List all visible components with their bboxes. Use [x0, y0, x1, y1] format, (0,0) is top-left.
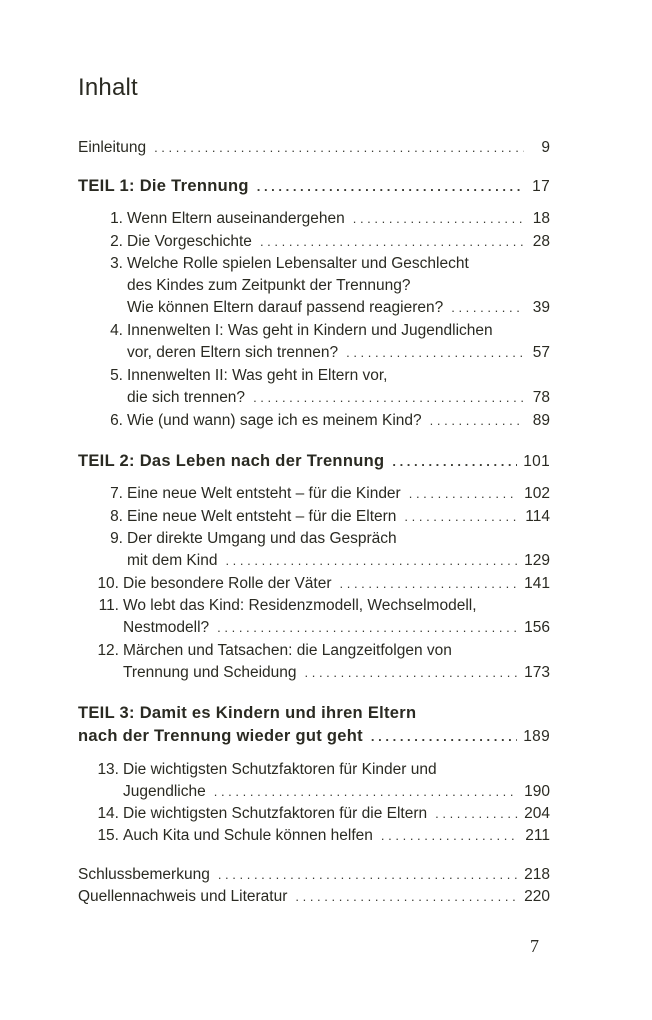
leader-dots	[217, 617, 518, 639]
chapter-number: 9.	[110, 530, 123, 547]
chapter-title: Innenwelten II: Was geht in Eltern vor,	[127, 367, 388, 384]
leader-dots	[392, 451, 517, 473]
toc-page-number: 18	[532, 210, 550, 227]
chapter-number: 13.	[97, 761, 119, 778]
chapter-title-continued: Trennung und Scheidung	[123, 664, 297, 681]
leader-dots	[295, 886, 518, 908]
chapter-title-continued: vor, deren Eltern sich trennen?	[127, 344, 339, 361]
toc-part-label: TEIL 3: Damit es Kindern und ihren Eltern	[78, 704, 417, 722]
chapter-number: 11.	[98, 597, 119, 614]
leader-dots	[409, 483, 518, 505]
toc-page-number: 204	[524, 805, 550, 822]
chapter-title-continued: mit dem Kind	[127, 552, 218, 569]
toc-page-number: 129	[524, 552, 550, 569]
toc-chapter-12[interactable]	[92, 640, 550, 684]
leader-dots	[435, 803, 518, 825]
toc-chapter-1[interactable]	[100, 208, 550, 230]
chapter-title: Der direkte Umgang und das Gespräch	[127, 530, 397, 547]
toc-page-number: 89	[532, 412, 550, 429]
toc-part-2[interactable]	[78, 450, 550, 473]
chapter-title: Eine neue Welt entsteht – für die Eltern	[127, 508, 397, 525]
chapter-number: 15.	[97, 827, 119, 844]
toc-page-number: 141	[524, 575, 550, 592]
leader-dots	[430, 410, 524, 432]
chapter-number: 1.	[110, 210, 123, 227]
toc-chapter-11[interactable]	[92, 595, 550, 639]
toc-page-number: 28	[532, 233, 550, 250]
toc-chapter-5[interactable]	[100, 365, 550, 409]
toc-chapter-8[interactable]	[100, 506, 550, 528]
toc-entry-schlussbemerkung[interactable]	[78, 864, 550, 886]
chapter-title: Wie (und wann) sage ich es meinem Kind?	[127, 412, 422, 429]
page-folio-number: 7	[530, 936, 539, 956]
toc-page-number: 211	[525, 827, 550, 844]
chapter-title: Märchen und Tatsachen: die Langzeitfolgen von	[123, 642, 452, 659]
toc-page-number: 102	[524, 485, 550, 502]
toc-part-label-continued: nach der Trennung wieder gut geht	[78, 727, 363, 745]
toc-chapter-4[interactable]	[100, 320, 550, 364]
toc-page-number: 17	[532, 178, 550, 195]
chapter-title: Eine neue Welt entsteht – für die Kinder	[127, 485, 401, 502]
chapter-number: 10.	[97, 575, 119, 592]
toc-entry-quellennachweis[interactable]	[78, 886, 550, 908]
chapter-number: 7.	[110, 485, 123, 502]
chapter-title: Auch Kita und Schule können helfen	[123, 827, 373, 844]
chapter-title-continued: Nestmodell?	[123, 619, 210, 636]
leader-dots	[404, 506, 519, 528]
toc-page-number: 57	[532, 344, 550, 361]
toc-chapter-13[interactable]	[92, 759, 550, 803]
toc-page-number: 101	[523, 453, 550, 470]
chapter-number: 6.	[110, 412, 123, 429]
toc-page-number: 173	[524, 664, 550, 681]
leader-dots	[346, 342, 524, 364]
toc-page-number: 78	[532, 389, 550, 406]
chapter-number: 14.	[97, 805, 119, 822]
chapter-title: Die Vorgeschichte	[127, 233, 252, 250]
toc-part-3[interactable]	[78, 702, 550, 748]
leader-dots	[257, 176, 524, 198]
toc-chapter-9[interactable]	[100, 528, 550, 572]
toc-chapter-10[interactable]	[92, 573, 550, 595]
toc-page-number: 39	[532, 299, 550, 316]
leader-dots	[225, 550, 518, 572]
chapter-number: 2.	[110, 233, 123, 250]
toc-chapter-14[interactable]	[92, 803, 550, 825]
toc-entry-label: Quellennachweis und Literatur	[78, 888, 288, 905]
toc-part-label: TEIL 2: Das Leben nach der Trennung	[78, 452, 385, 470]
leader-dots	[305, 662, 519, 684]
toc-chapter-15[interactable]	[92, 825, 550, 847]
leader-dots	[371, 726, 517, 748]
chapter-number: 5.	[110, 367, 123, 384]
chapter-title: Innenwelten I: Was geht in Kindern und Jugendlichen	[127, 322, 493, 339]
chapter-number: 12.	[97, 642, 119, 659]
chapter-title: Die besondere Rolle der Väter	[123, 575, 332, 592]
toc-part-label: TEIL 1: Die Trennung	[78, 177, 249, 195]
toc-page-number: 218	[524, 866, 550, 883]
toc-page-number: 114	[525, 508, 550, 525]
chapter-title: Die wichtigsten Schutzfaktoren für Kinder und	[123, 761, 437, 778]
leader-dots	[214, 781, 518, 803]
leader-dots	[154, 137, 524, 159]
toc-entry-label: Schlussbemerkung	[78, 866, 210, 883]
toc-chapter-6[interactable]	[100, 410, 550, 432]
page-title: Inhalt	[78, 74, 138, 101]
chapter-number: 3.	[110, 255, 123, 272]
leader-dots	[253, 387, 524, 409]
chapter-number: 8.	[110, 508, 123, 525]
toc-page-number: 156	[524, 619, 550, 636]
toc-page-number: 220	[524, 888, 550, 905]
leader-dots	[353, 208, 524, 230]
toc-part-1[interactable]	[78, 175, 550, 198]
toc-page-number: 9	[541, 139, 550, 156]
toc-chapter-2[interactable]	[100, 231, 550, 253]
leader-dots	[260, 231, 524, 253]
leader-dots	[381, 825, 519, 847]
toc-chapter-7[interactable]	[100, 483, 550, 505]
toc-entry-einleitung[interactable]	[78, 137, 550, 159]
chapter-title: Welche Rolle spielen Lebensalter und Geschlecht	[127, 255, 469, 272]
chapter-title: Die wichtigsten Schutzfaktoren für die Eltern	[123, 805, 428, 822]
chapter-number: 4.	[110, 322, 123, 339]
leader-dots	[340, 573, 519, 595]
chapter-title: Wo lebt das Kind: Residenzmodell, Wechselmodell,	[123, 597, 477, 614]
leader-dots	[451, 297, 524, 319]
chapter-title-continued: die sich trennen?	[127, 389, 246, 406]
toc-page-number: 190	[524, 783, 550, 800]
chapter-title-continued: des Kindes zum Zeitpunkt der Trennung?	[127, 277, 411, 294]
chapter-title-continued: Jugendliche	[123, 783, 206, 800]
leader-dots	[218, 864, 518, 886]
toc-entry-label: Einleitung	[78, 139, 147, 156]
chapter-title: Wenn Eltern auseinandergehen	[127, 210, 345, 227]
toc-page-number: 189	[523, 728, 550, 745]
toc-chapter-3[interactable]	[100, 253, 550, 319]
chapter-title-continued: Wie können Eltern darauf passend reagieren?	[127, 299, 444, 316]
